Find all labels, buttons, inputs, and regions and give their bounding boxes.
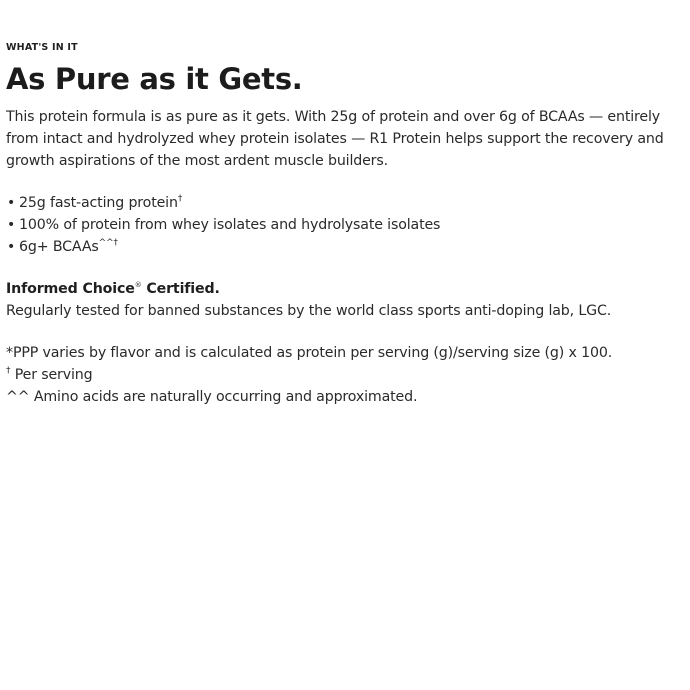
whats-in-it-section (6, 42, 688, 408)
section-eyebrow: WHAT'S IN IT (6, 42, 78, 53)
certification-name: Informed Choice (6, 281, 135, 297)
list-item-mark: ^^† (98, 238, 118, 248)
intro-paragraph: This protein formula is as pure as it gets. With 25g of protein and over 6g of BCAAs — entirely from intact and hydrolyzed whey protein isolates — R1 Protein helps support the recovery and growth aspirations of the most ardent muscle builders. (6, 109, 664, 169)
list-item-text: 25g fast-acting protein (19, 195, 178, 211)
certification-suffix: Certified. (141, 281, 220, 297)
footnote-ppp: *PPP varies by flavor and is calculated as protein per serving (g)/serving size (g) x 100. (6, 345, 613, 361)
bullet-icon: • (7, 217, 16, 233)
list-item-text: 100% of protein from whey isolates and hydrolysate isolates (19, 217, 441, 233)
bullet-icon: • (7, 195, 16, 211)
list-item (6, 236, 688, 258)
list-item (6, 192, 688, 214)
list-item-mark: † (177, 194, 183, 204)
section-headline: As Pure as it Gets. (6, 62, 303, 96)
footnote-dagger (6, 364, 688, 386)
list-item-text: 6g+ BCAAs (19, 239, 99, 255)
list-item (6, 214, 688, 236)
footnotes (6, 342, 688, 408)
certification-description: Regularly tested for banned substances by the world class sports anti-doping lab, LGC. (6, 303, 612, 319)
certification-title (6, 278, 688, 300)
bullet-icon: • (7, 239, 16, 255)
footnote-amino: ^^ Amino acids are naturally occurring and approximated. (6, 389, 418, 405)
dagger-mark: † (6, 366, 11, 376)
dagger-text: Per serving (10, 367, 93, 383)
benefits-list (6, 192, 688, 258)
certification-block (6, 278, 688, 322)
registered-mark: ® (134, 281, 142, 289)
